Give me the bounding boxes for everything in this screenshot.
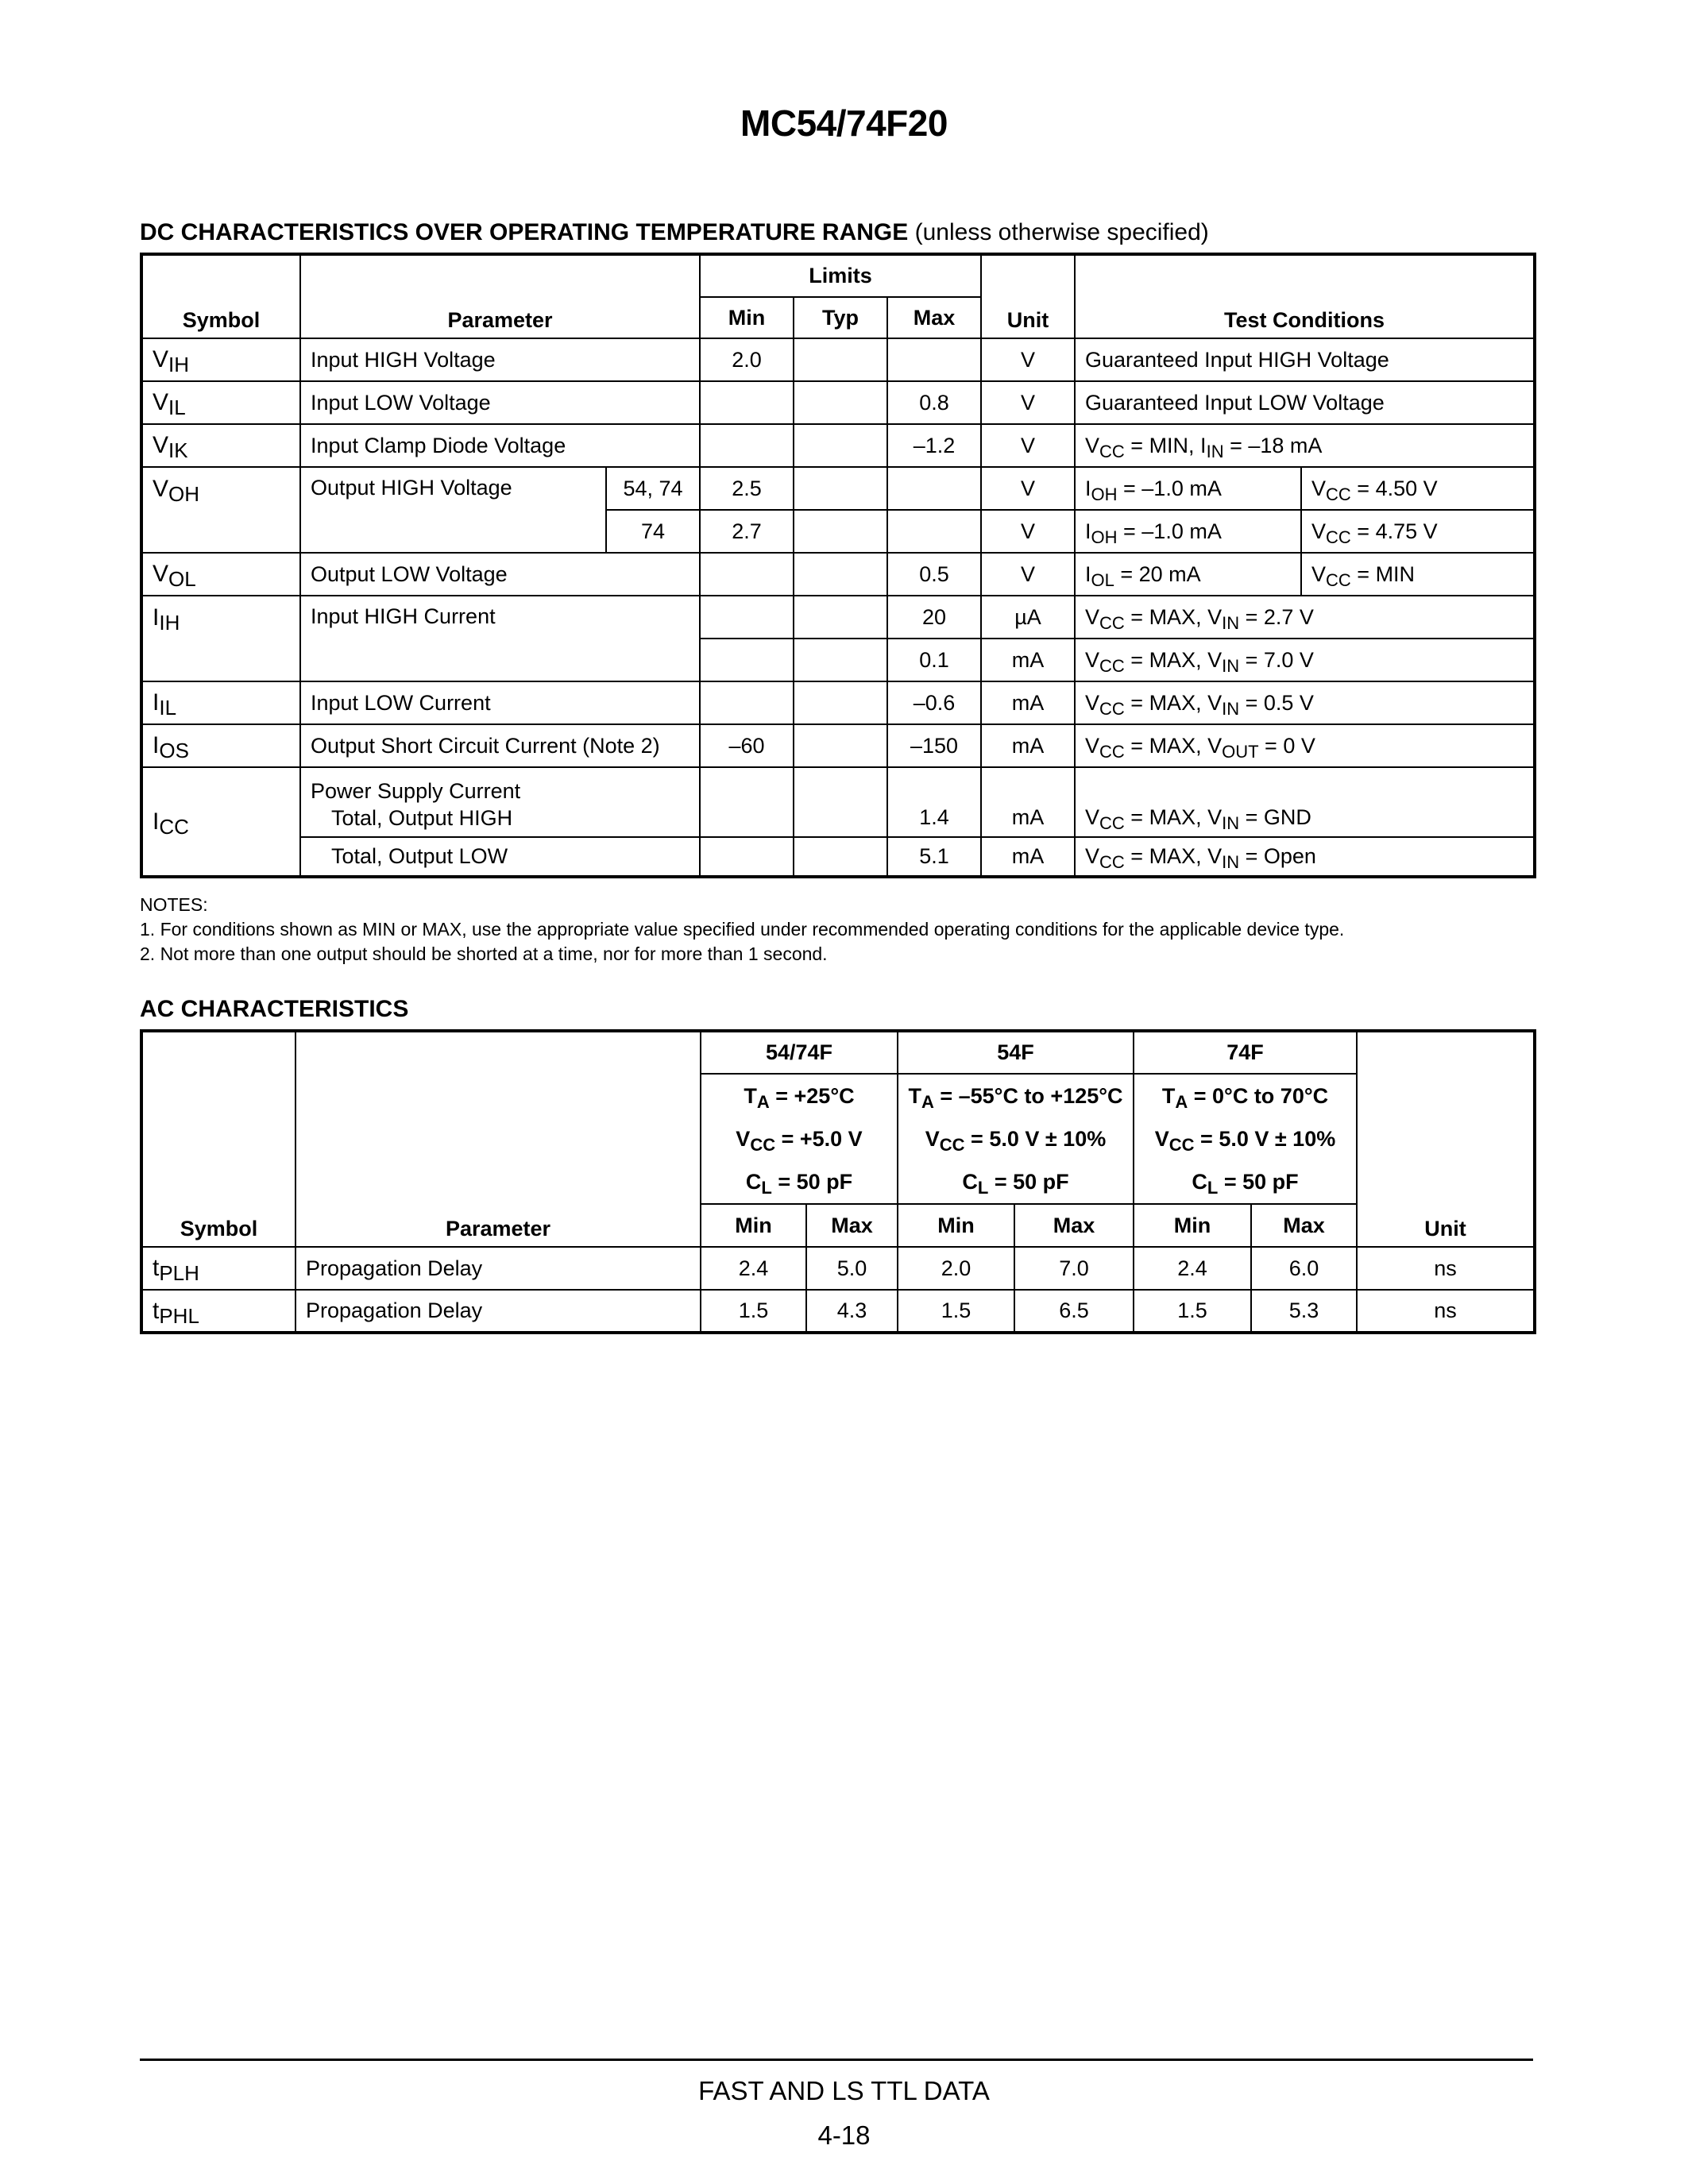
typ-cell [794, 639, 887, 681]
typ-cell [794, 681, 887, 724]
parameter-cell: Input HIGH Current [300, 596, 700, 681]
typ-cell [794, 424, 887, 467]
ac-header-group-54-74f: 54/74F [701, 1031, 898, 1074]
parameter-cell: Input Clamp Diode Voltage [300, 424, 700, 467]
condition-cell: Guaranteed Input HIGH Voltage [1075, 338, 1535, 381]
parameter-cell: Input HIGH Voltage [300, 338, 700, 381]
parameter-cell [300, 767, 700, 837]
ac-header-max: Max [1014, 1204, 1134, 1247]
value-cell: 1.5 [701, 1290, 806, 1333]
value-cell: 7.0 [1014, 1247, 1134, 1290]
ac-characteristics-table [140, 1029, 1536, 1334]
symbol-cell: $V_{IH}$ [141, 338, 300, 381]
dc-header-row-1 [141, 254, 1535, 297]
device-cell: 74 [606, 510, 700, 553]
max-cell: –1.2 [887, 424, 981, 467]
max-cell: –150 [887, 724, 981, 767]
footer-title: FAST AND LS TTL DATA [698, 2076, 990, 2105]
ac-row-tplh [141, 1247, 1535, 1290]
parameter-cell: Input LOW Voltage [300, 381, 700, 424]
min-cell: –60 [700, 724, 794, 767]
dc-header-unit: Unit [981, 254, 1075, 338]
parameter-cell: Propagation Delay [295, 1290, 701, 1333]
value-cell: 5.3 [1251, 1290, 1357, 1333]
typ-cell [794, 767, 887, 837]
note-item: 1. For conditions shown as MIN or MAX, use the appropriate value specified under recommended operating conditions for the applicable device type. [140, 919, 1345, 940]
typ-cell [794, 837, 887, 877]
symbol-cell: $V_{IL}$ [141, 381, 300, 424]
min-cell [700, 553, 794, 596]
symbol-cell: $t_{PHL}$ [141, 1290, 295, 1333]
ac-header-max: Max [1251, 1204, 1357, 1247]
min-cell: 2.5 [700, 467, 794, 510]
device-cell: 54, 74 [606, 467, 700, 510]
unit-cell: V [981, 381, 1075, 424]
min-cell: 2.7 [700, 510, 794, 553]
dc-heading-text: DC CHARACTERISTICS OVER OPERATING TEMPERATURE RANGE [140, 219, 909, 245]
ac-conditions-74f [1134, 1074, 1357, 1204]
unit-cell: mA [981, 767, 1075, 837]
ac-header-max: Max [806, 1204, 898, 1247]
dc-row-vil [141, 381, 1535, 424]
typ-cell [794, 381, 887, 424]
vcc-condition: $V_{CC} = 5.0$ V ± 10% [925, 1127, 1107, 1155]
value-cell: 6.0 [1251, 1247, 1357, 1290]
min-cell [700, 837, 794, 877]
icc-output-high-label: Total, Output HIGH [331, 806, 513, 830]
footer-divider [140, 2059, 1533, 2061]
parameter-cell: Output Short Circuit Current (Note 2) [300, 724, 700, 767]
value-cell: 6.5 [1014, 1290, 1134, 1333]
max-cell: 0.8 [887, 381, 981, 424]
dc-section-heading [140, 219, 1209, 246]
max-cell: 0.1 [887, 639, 981, 681]
min-cell [700, 639, 794, 681]
unit-cell: V [981, 338, 1075, 381]
vcc-condition: $V_{CC} = 5.0$ V ± 10% [1154, 1127, 1336, 1155]
max-cell [887, 510, 981, 553]
condition-cell: Guaranteed Input LOW Voltage [1075, 381, 1535, 424]
dc-row-icc-1 [141, 767, 1535, 837]
dc-row-icc-2 [141, 837, 1535, 877]
dc-row-vih [141, 338, 1535, 381]
ta-condition: $T_A = -55^\circ C$ to +125°C [908, 1084, 1123, 1112]
symbol-cell: $I_{IL}$ [141, 681, 300, 724]
vcc-condition: $V_{CC} = +5.0$ V [736, 1127, 863, 1155]
min-cell [700, 596, 794, 639]
unit-cell: V [981, 467, 1075, 510]
min-cell [700, 424, 794, 467]
typ-cell [794, 553, 887, 596]
dc-header-min: Min [700, 297, 794, 338]
symbol-cell: $V_{IK}$ [141, 424, 300, 467]
ac-header-min: Min [898, 1204, 1014, 1247]
condition-cell: $V_{CC}$ = MAX, $V_{IN}$ = Open [1075, 837, 1535, 877]
cl-condition: $C_L = 50$ pF [1192, 1170, 1299, 1198]
max-cell: 1.4 [887, 767, 981, 837]
dc-header-test-conditions: Test Conditions [1075, 254, 1535, 338]
parameter-cell: Output LOW Voltage [300, 553, 700, 596]
min-cell [700, 681, 794, 724]
typ-cell [794, 510, 887, 553]
dc-row-ios [141, 724, 1535, 767]
ac-conditions-54f [898, 1074, 1134, 1204]
unit-cell: V [981, 553, 1075, 596]
dc-row-vik [141, 424, 1535, 467]
ta-condition: $T_A = +25^\circ C$ [744, 1084, 855, 1112]
parameter-cell: Input LOW Current [300, 681, 700, 724]
dc-header-limits: Limits [700, 254, 981, 297]
condition-cell: $V_{CC}$ = MAX, $V_{OUT} = 0$ V [1075, 724, 1535, 767]
parameter-cell: Propagation Delay [295, 1247, 701, 1290]
symbol-cell: $V_{OH}$ [141, 467, 300, 553]
cl-condition: $C_L = 50$ pF [962, 1170, 1069, 1198]
unit-cell: mA [981, 724, 1075, 767]
dc-header-max: Max [887, 297, 981, 338]
value-cell: 2.4 [701, 1247, 806, 1290]
ac-header-min: Min [701, 1204, 806, 1247]
value-cell: 1.5 [1134, 1290, 1251, 1333]
dc-header-typ: Typ [794, 297, 887, 338]
page-title: MC54/74F20 [740, 102, 948, 144]
note-item: 2. Not more than one output should be shorted at a time, nor for more than 1 second. [140, 943, 828, 964]
typ-cell [794, 724, 887, 767]
condition-cell: $V_{CC}$ = MAX, $V_{IN}$ = GND [1075, 767, 1535, 837]
condition-cell: $V_{CC}$ = MAX, $V_{IN} = 0.5$ V [1075, 681, 1535, 724]
unit-cell: V [981, 510, 1075, 553]
symbol-cell: $I_{OS}$ [141, 724, 300, 767]
ta-condition: $T_A = 0^\circ C$ to 70°C [1161, 1084, 1329, 1112]
dc-header-symbol: Symbol [141, 254, 300, 338]
unit-cell: µA [981, 596, 1075, 639]
unit-cell: V [981, 424, 1075, 467]
max-cell: 20 [887, 596, 981, 639]
value-cell: 2.4 [1134, 1247, 1251, 1290]
dc-row-iih-1 [141, 596, 1535, 639]
symbol-cell: $I_{CC}$ [141, 767, 300, 877]
parameter-cell: Output HIGH Voltage [300, 467, 606, 553]
max-cell: 0.5 [887, 553, 981, 596]
notes-block [140, 893, 1344, 967]
parameter-cell: Total, Output LOW [300, 837, 700, 877]
min-cell: 2.0 [700, 338, 794, 381]
typ-cell [794, 596, 887, 639]
icc-parameter-title: Power Supply Current [311, 779, 521, 803]
unit-cell: mA [981, 639, 1075, 681]
condition-cell: $V_{CC}$ = MAX, $V_{IN} = 7.0$ V [1075, 639, 1535, 681]
dc-heading-note: (unless otherwise specified) [914, 219, 1209, 245]
min-cell [700, 381, 794, 424]
ac-header-group-74f: 74F [1134, 1031, 1357, 1074]
ac-section-heading: AC CHARACTERISTICS [140, 996, 409, 1022]
dc-header-parameter: Parameter [300, 254, 700, 338]
condition-cell-a: $I_{OH} = -1.0$ mA [1075, 510, 1301, 553]
ac-header-unit: Unit [1357, 1031, 1535, 1247]
ac-header-row-group [141, 1031, 1535, 1074]
condition-cell-a: $I_{OL} = 20$ mA [1075, 553, 1301, 596]
condition-cell-b: $V_{CC} = 4.50$ V [1301, 467, 1535, 510]
unit-cell: ns [1357, 1247, 1535, 1290]
ac-header-symbol: Symbol [141, 1031, 295, 1247]
symbol-cell: $t_{PLH}$ [141, 1247, 295, 1290]
ac-conditions-54-74f [701, 1074, 898, 1204]
condition-cell-a: $I_{OH} = -1.0$ mA [1075, 467, 1301, 510]
max-cell: 5.1 [887, 837, 981, 877]
ac-header-min: Min [1134, 1204, 1251, 1247]
condition-cell-b: $V_{CC} = 4.75$ V [1301, 510, 1535, 553]
ac-header-group-54f: 54F [898, 1031, 1134, 1074]
unit-cell: ns [1357, 1290, 1535, 1333]
max-cell [887, 338, 981, 381]
symbol-cell: $I_{IH}$ [141, 596, 300, 681]
dc-row-iil [141, 681, 1535, 724]
value-cell: 4.3 [806, 1290, 898, 1333]
max-cell [887, 467, 981, 510]
condition-cell-b: $V_{CC}$ = MIN [1301, 553, 1535, 596]
value-cell: 2.0 [898, 1247, 1014, 1290]
unit-cell: mA [981, 681, 1075, 724]
max-cell: –0.6 [887, 681, 981, 724]
ac-header-parameter: Parameter [295, 1031, 701, 1247]
symbol-cell: $V_{OL}$ [141, 553, 300, 596]
dc-row-vol [141, 553, 1535, 596]
min-cell [700, 767, 794, 837]
value-cell: 5.0 [806, 1247, 898, 1290]
page-number: 4-18 [817, 2120, 871, 2150]
cl-condition: $C_L = 50$ pF [745, 1170, 853, 1198]
dc-characteristics-table [140, 253, 1536, 878]
typ-cell [794, 467, 887, 510]
condition-cell: $V_{CC}$ = MIN, $I_{IN} = -18$ mA [1075, 424, 1535, 467]
unit-cell: mA [981, 837, 1075, 877]
typ-cell [794, 338, 887, 381]
ac-row-tphl [141, 1290, 1535, 1333]
dc-row-voh-1 [141, 467, 1535, 510]
notes-title: NOTES: [140, 894, 208, 915]
condition-cell: $V_{CC}$ = MAX, $V_{IN} = 2.7$ V [1075, 596, 1535, 639]
value-cell: 1.5 [898, 1290, 1014, 1333]
